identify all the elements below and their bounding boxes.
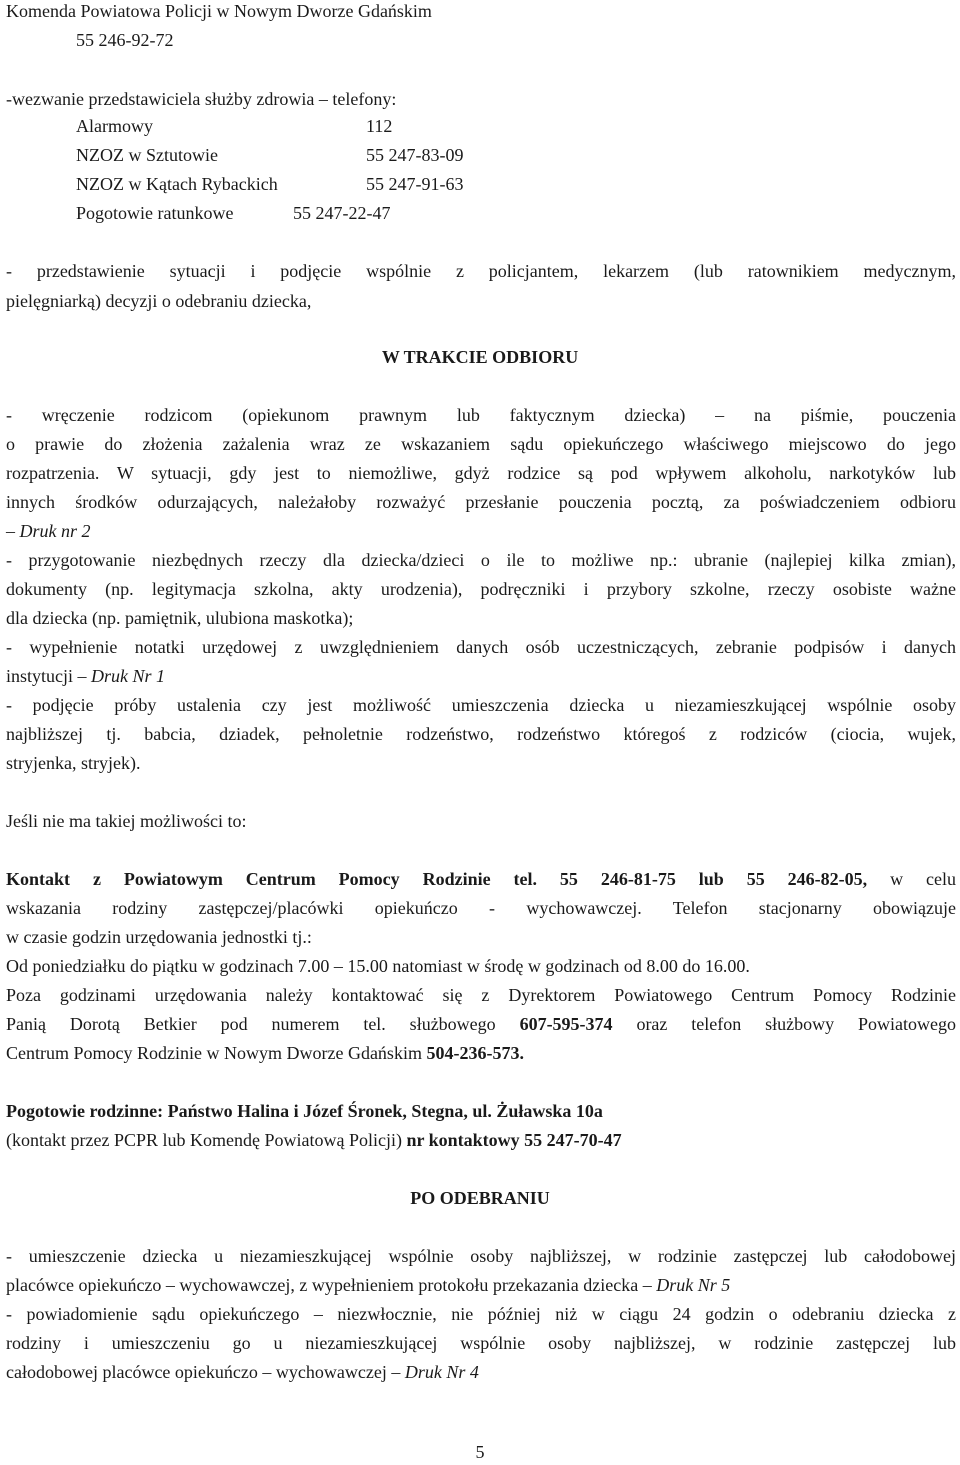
section-heading-after: PO ODEBRANIU — [410, 1188, 550, 1208]
section-heading-during: W TRAKCIE ODBIORU — [381, 347, 579, 367]
police-phone: 55 246-92-72 — [76, 30, 174, 50]
paragraph-line — [6, 520, 91, 542]
decision-line: pielęgniarką) decyzji o odebraniu dziecka, — [6, 291, 312, 311]
paragraph-line — [6, 665, 165, 687]
paragraph-text: oraz telefon służbowy Powiatowego — [612, 1014, 957, 1034]
form-reference: Druk nr 2 — [19, 521, 91, 541]
paragraph-line: wskazania rodziny zastępczej/placówki opiekuńczo - wychowawczej. Telefon stacjonarny obowiązuje — [6, 898, 956, 918]
pcpr-contact-line — [6, 868, 956, 890]
page-number: 5 — [475, 1442, 485, 1462]
health-row-label: Pogotowie ratunkowe — [76, 203, 234, 223]
paragraph-line: - powiadomienie sądu opiekuńczego – niezwłocznie, nie później niż w ciągu 24 godzin o odebraniu dziecka z — [6, 1304, 956, 1324]
paragraph-line: rodziny i umieszczeniu go u niezamieszkującej wspólnie osoby najbliższej, w rodzinie zastępczej lub — [6, 1333, 956, 1353]
paragraph-line — [6, 1042, 524, 1064]
health-row-number: 55 247-83-09 — [366, 145, 464, 165]
paragraph-line — [6, 1274, 730, 1296]
health-row-number: 55 247-22-47 — [293, 203, 391, 223]
paragraph-line: - podjęcie próby ustalenia czy jest możliwość umieszczenia dziecka u niezamieszkującej wspólnie osoby — [6, 695, 956, 715]
health-row-number: 55 247-91-63 — [366, 174, 464, 194]
health-intro: -wezwanie przedstawiciela służby zdrowia – telefony: — [6, 89, 397, 109]
paragraph-line: dla dziecka (np. pamiętnik, ulubiona maskotka); — [6, 608, 354, 628]
police-org-name: Komenda Powiatowa Policji w Nowym Dworze Gdańskim — [6, 1, 432, 21]
office-hours: Od poniedziałku do piątku w godzinach 7.00 – 15.00 natomiast w środę w godzinach od 8.00 do 16.00. — [6, 956, 750, 976]
paragraph-line: innych środków odurzających, należałoby rozważyć przesłanie pouczenia pocztą, za poświadczeniem odbioru — [6, 492, 956, 512]
paragraph-line: - przygotowanie niezbędnych rzeczy dla dziecka/dzieci o ile to możliwe np.: ubranie (najlepiej kilka zmian), — [6, 550, 956, 570]
paragraph-text: całodobowej placówce opiekuńczo – wychowawczej – — [6, 1362, 405, 1382]
paragraph-text: Centrum Pomocy Rodzinie w Nowym Dworze Gdańskim — [6, 1043, 427, 1063]
paragraph-line — [6, 1013, 956, 1035]
paragraph-line: - wręczenie rodzicom (opiekunom prawnym lub faktycznym dziecka) – na piśmie, pouczenia — [6, 405, 956, 425]
health-row-label: NZOZ w Kątach Rybackich — [76, 174, 278, 194]
health-row-label: Alarmowy — [76, 116, 153, 136]
director-phone: 607-595-374 — [519, 1014, 613, 1034]
pcpr-contact-bold: Kontakt z Powiatowym Centrum Pomocy Rodzinie tel. 55 246-81-75 lub 55 246-82-05, — [6, 869, 868, 889]
form-reference: Druk Nr 5 — [656, 1275, 731, 1295]
form-reference: Druk Nr 1 — [91, 666, 166, 686]
paragraph-text: (kontakt przez PCPR lub Komendę Powiatową Policji) — [6, 1130, 407, 1150]
paragraph-line: rozpatrzenia. W sytuacji, gdy jest to niemożliwe, gdyż rodzice są pod wpływem alkoholu, narkotyków lub — [6, 463, 956, 483]
paragraph-line: - umieszczenie dziecka u niezamieszkującej wspólnie osoby najbliższej, w rodzinie zastępczej lub całodobowej — [6, 1246, 956, 1266]
decision-line: - przedstawienie sytuacji i podjęcie wspólnie z policjantem, lekarzem (lub ratownikiem medycznym, — [6, 261, 956, 281]
paragraph-line: - wypełnienie notatki urzędowej z uwzględnieniem danych osób uczestniczących, zebranie podpisów i danych — [6, 637, 956, 657]
paragraph-text: Panią Dorotą Betkier pod numerem tel. służbowego — [6, 1014, 520, 1034]
pcpr-service-phone: 504-236-573. — [426, 1043, 524, 1063]
paragraph-line: w czasie godzin urzędowania jednostki tj.: — [6, 927, 312, 947]
pcpr-contact-rest: w celu — [867, 869, 956, 889]
foster-contact-line — [6, 1129, 622, 1151]
paragraph-line: najbliższej tj. babcia, dziadek, pełnoletnie rodzeństwo, rodzeństwo któregoś z rodziców (ciocia, wujek, — [6, 724, 956, 744]
foster-family-line: Pogotowie rodzinne: Państwo Halina i Józef Śronek, Stegna, ul. Żuławska 10a — [6, 1101, 603, 1121]
health-row-number: 112 — [366, 116, 393, 136]
dash-text: – — [6, 521, 20, 541]
paragraph-line — [6, 1361, 479, 1383]
paragraph-text: placówce opiekuńczo – wychowawczej, z wypełnieniem protokołu przekazania dziecka – — [6, 1275, 657, 1295]
paragraph-line: o prawie do złożenia zażalenia wraz ze wskazaniem sądu opiekuńczego właściwego miejscowo do jego — [6, 434, 956, 454]
form-reference: Druk Nr 4 — [404, 1362, 479, 1382]
paragraph-line: Poza godzinami urzędowania należy kontaktować się z Dyrektorem Powiatowego Centrum Pomocy Rodzinie — [6, 985, 956, 1005]
paragraph-line: dokumenty (np. legitymacja szkolna, akty urodzenia), podręczniki i przybory szkolne, rzeczy osobiste ważne — [6, 579, 956, 599]
foster-contact-number: nr kontaktowy 55 247-70-47 — [406, 1130, 622, 1150]
paragraph-line: stryjenka, stryjek). — [6, 753, 141, 773]
paragraph-text: instytucji – — [6, 666, 91, 686]
pcpr-lead: Jeśli nie ma takiej możliwości to: — [6, 811, 247, 831]
health-row-label: NZOZ w Sztutowie — [76, 145, 218, 165]
